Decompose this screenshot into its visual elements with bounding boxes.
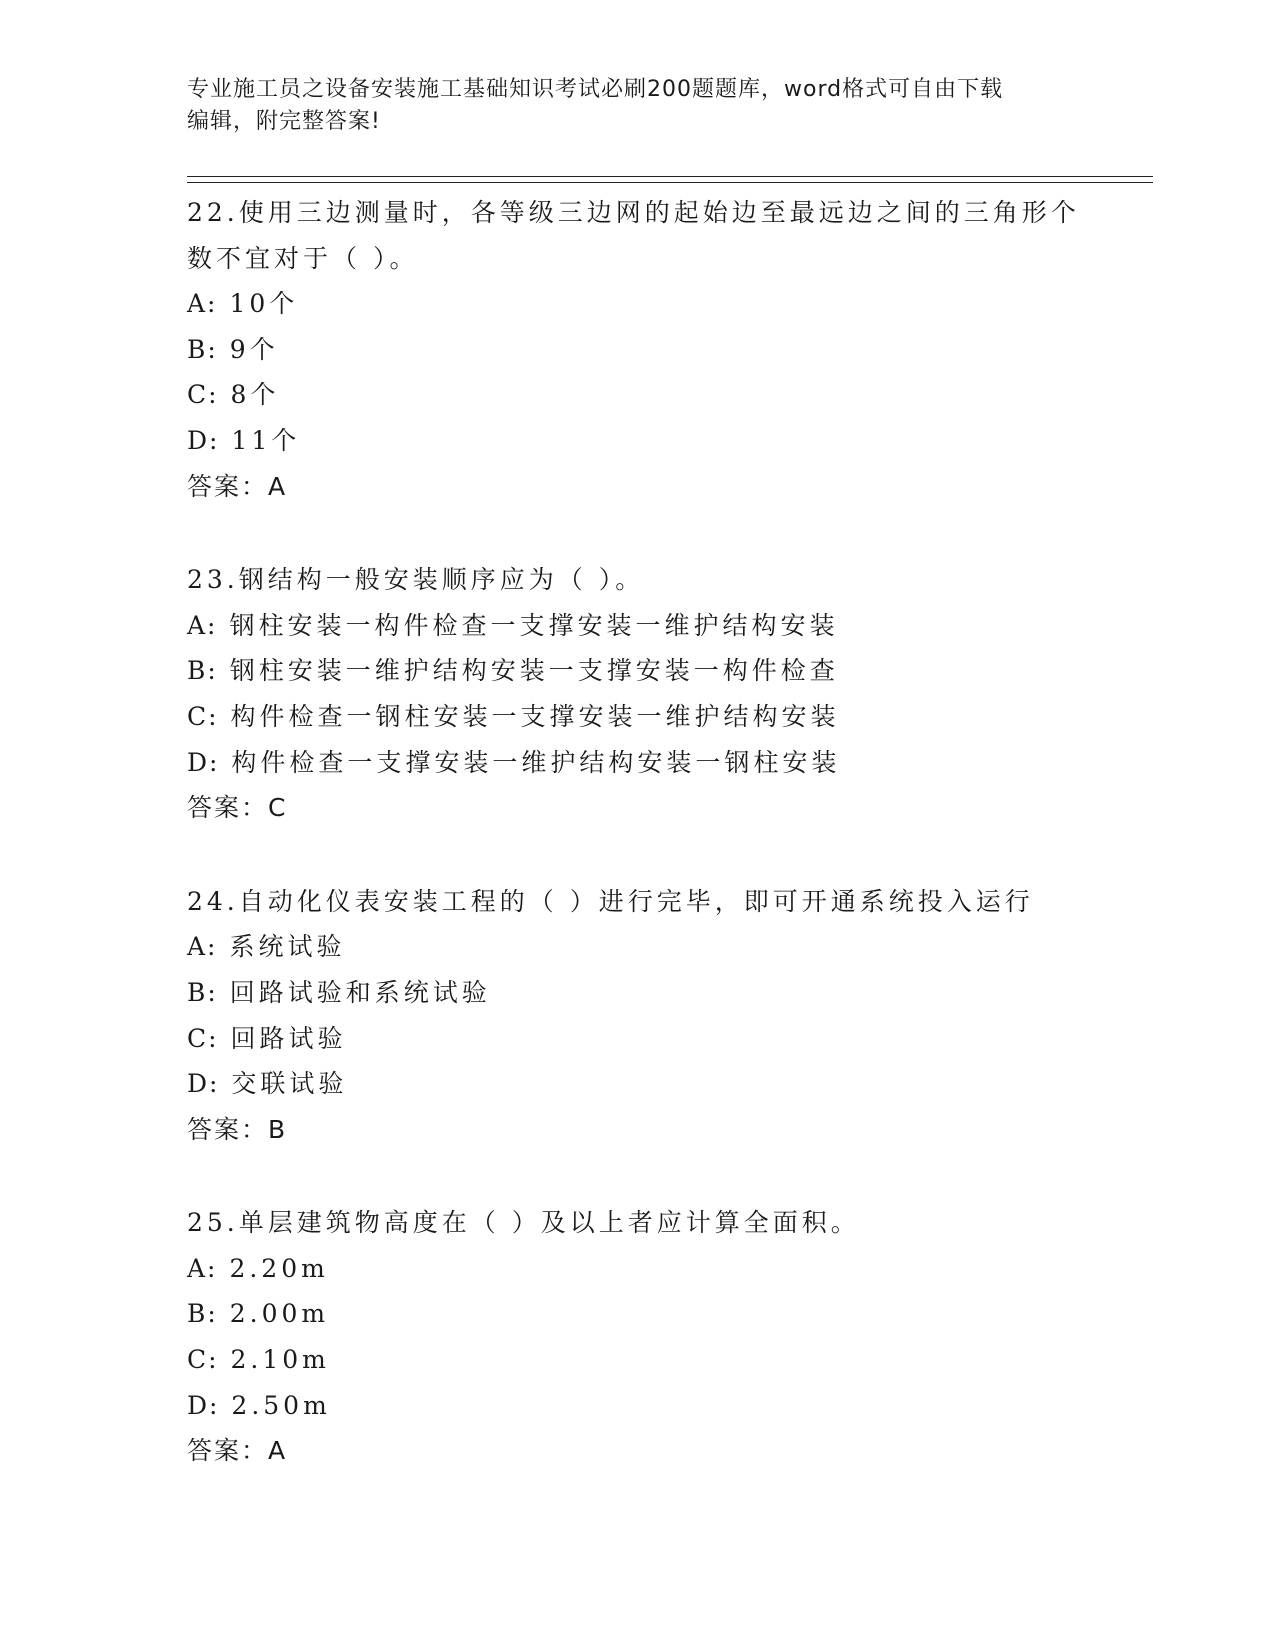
- question-text-line-1: 单层建筑物高度在（ ）及以上者应计算全面积。: [238, 1208, 860, 1238]
- option-b: [187, 327, 1147, 373]
- question-22: [187, 190, 1147, 509]
- option-key: D:: [187, 1069, 220, 1099]
- question-text-line-1: 自动化仪表安装工程的（ ）进行完毕，即可开通系统投入运行: [238, 886, 1034, 916]
- option-b: [187, 970, 1147, 1016]
- option-a: [187, 1246, 1147, 1292]
- question-stem: [187, 557, 1147, 603]
- answer: 答案：A: [187, 1436, 288, 1466]
- option-text: 钢柱安装一维护结构安装一支撑安装一构件检查: [229, 656, 839, 686]
- question-list: [187, 190, 1147, 1522]
- option-key: B:: [187, 977, 218, 1007]
- option-key: B:: [187, 334, 218, 364]
- option-key: D:: [187, 1390, 220, 1420]
- option-text: 2.50m: [231, 1390, 331, 1420]
- option-key: B:: [187, 656, 218, 686]
- option-key: C:: [187, 1345, 219, 1375]
- option-text: 回路试验: [230, 1023, 347, 1053]
- option-text: 9个: [229, 334, 279, 364]
- option-key: C:: [187, 1023, 219, 1053]
- question-stem: [187, 190, 1147, 236]
- option-text: 11个: [231, 425, 301, 455]
- option-key: A:: [187, 932, 218, 962]
- answer: 答案：A: [187, 471, 288, 501]
- option-d: [187, 740, 1147, 786]
- option-c: [187, 694, 1147, 740]
- question-number: 24.: [187, 886, 239, 916]
- question-24: [187, 879, 1147, 1153]
- question-23: [187, 557, 1147, 831]
- option-text: 2.10m: [230, 1345, 330, 1375]
- option-a: [187, 924, 1147, 970]
- header-divider-bottom: [187, 182, 1153, 183]
- option-text: 系统试验: [229, 932, 346, 962]
- document-header: [187, 74, 1087, 138]
- option-d: [187, 418, 1147, 464]
- option-text: 交联试验: [231, 1069, 348, 1099]
- question-text-line-1: 钢结构一般安装顺序应为（ ）。: [238, 565, 645, 595]
- option-key: A:: [187, 289, 218, 319]
- header-title-line-2: 编辑，附完整答案!: [187, 109, 381, 134]
- option-c: [187, 372, 1147, 418]
- option-a: [187, 281, 1147, 327]
- option-a: [187, 603, 1147, 649]
- option-key: D:: [187, 747, 220, 777]
- question-stem: [187, 1200, 1147, 1246]
- option-key: A:: [187, 1253, 218, 1283]
- option-text: 2.20m: [229, 1253, 329, 1283]
- option-c: [187, 1016, 1147, 1062]
- option-key: A:: [187, 610, 218, 640]
- question-25: [187, 1200, 1147, 1474]
- question-text-line-2: 数不宜对于（ ）。: [187, 243, 419, 273]
- option-c: [187, 1337, 1147, 1383]
- option-key: B:: [187, 1299, 218, 1329]
- question-number: 25.: [187, 1208, 239, 1238]
- answer: 答案：C: [187, 793, 288, 823]
- option-text: 10个: [229, 289, 299, 319]
- option-d: [187, 1383, 1147, 1429]
- question-number: 22.: [187, 198, 239, 227]
- option-text: 回路试验和系统试验: [229, 977, 491, 1007]
- option-key: C:: [187, 701, 219, 731]
- question-text-line-1: 使用三边测量时，各等级三边网的起始边至最远边之间的三角形个: [238, 198, 1080, 227]
- answer: 答案：B: [187, 1114, 288, 1144]
- option-b: [187, 648, 1147, 694]
- header-divider-top: [187, 176, 1153, 177]
- option-text: 构件检查一钢柱安装一支撑安装一维护结构安装: [230, 701, 840, 731]
- option-text: 构件检查一支撑安装一维护结构安装一钢柱安装: [231, 747, 841, 777]
- header-title-line-1: 专业施工员之设备安装施工基础知识考试必刷200题题库，word格式可自由下载: [187, 77, 1004, 102]
- option-b: [187, 1291, 1147, 1337]
- option-text: 8个: [230, 380, 280, 410]
- option-d: [187, 1061, 1147, 1107]
- option-key: C:: [187, 380, 219, 410]
- question-stem: [187, 879, 1147, 925]
- option-text: 2.00m: [229, 1299, 330, 1329]
- option-text: 钢柱安装一构件检查一支撑安装一维护结构安装: [229, 610, 839, 640]
- option-key: D:: [187, 425, 220, 455]
- question-number: 23.: [187, 565, 239, 595]
